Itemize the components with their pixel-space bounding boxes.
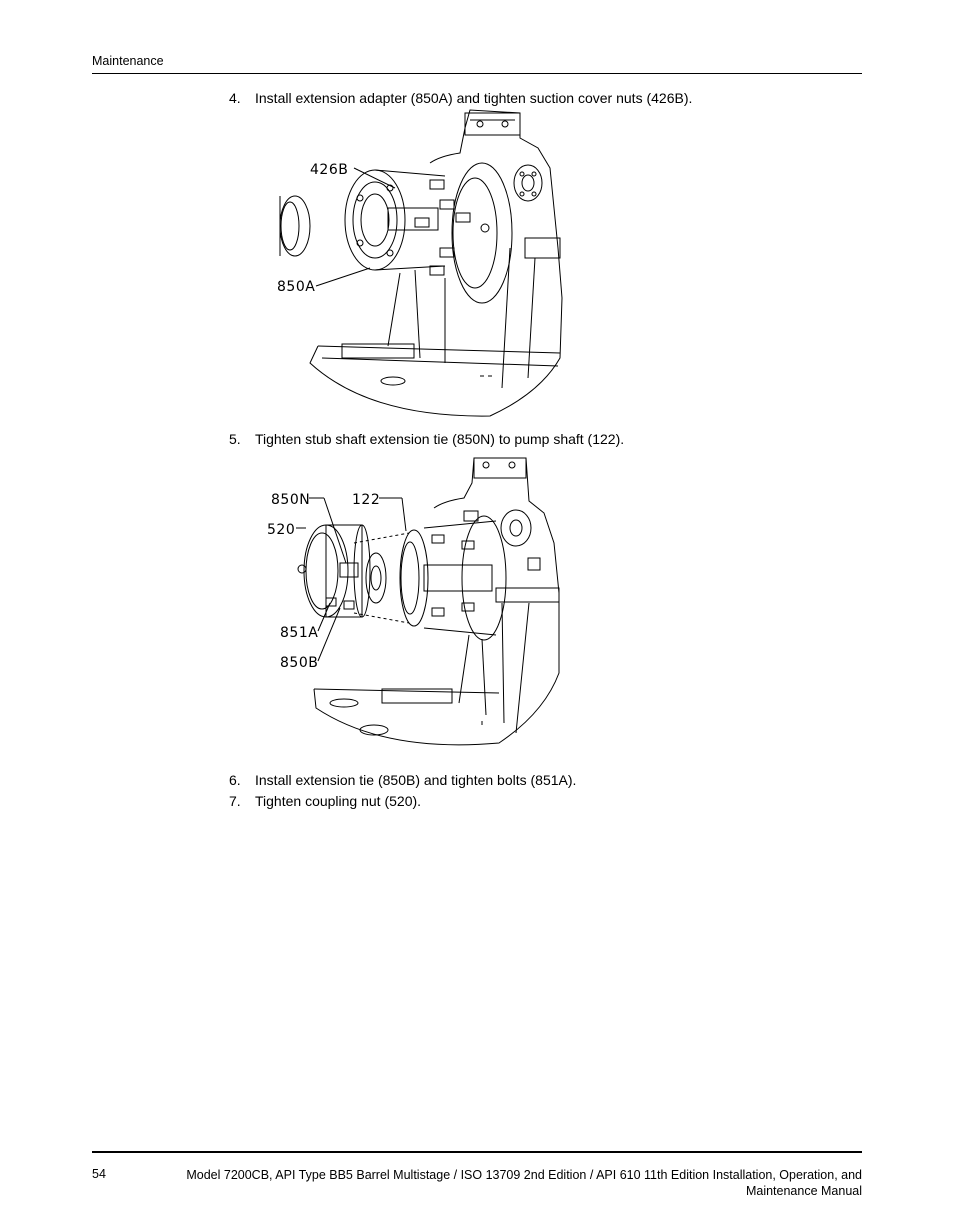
step-text: Tighten stub shaft extension tie (850N) to pump shaft (122). [255,431,625,447]
step-number: 7. [229,793,241,809]
step-6 [229,772,576,788]
footer-divider [92,1151,862,1153]
step-number: 6. [229,772,241,788]
callout-122: 122 [352,492,381,508]
step-text: Tighten coupling nut (520). [255,793,422,809]
callout-850a: 850A [277,279,316,295]
callout-851a: 851A [280,625,319,641]
step-text: Install extension tie (850B) and tighten bolts (851A). [255,772,577,788]
callout-426b: 426B [310,162,349,178]
running-header: Maintenance [92,54,164,68]
header-divider [92,73,862,74]
page-number: 54 [92,1167,106,1181]
figure-stub-shaft-extension-tie [264,453,564,763]
figure-extension-adapter [270,108,570,423]
step-5 [229,431,624,447]
step-text: Install extension adapter (850A) and tighten suction cover nuts (426B). [255,90,693,106]
manual-title-line-1: Model 7200CB, API Type BB5 Barrel Multistage / ISO 13709 2nd Edition / API 610 11th Edition Installation, Operation, and [186,1168,862,1182]
callout-850b: 850B [280,655,319,671]
callout-520: 520 [267,522,296,538]
step-4 [229,90,692,106]
step-7 [229,793,421,809]
manual-title [122,1167,862,1199]
step-number: 5. [229,431,241,447]
callout-850n: 850N [271,492,311,508]
manual-title-line-2: Maintenance Manual [745,1184,862,1198]
step-number: 4. [229,90,241,106]
